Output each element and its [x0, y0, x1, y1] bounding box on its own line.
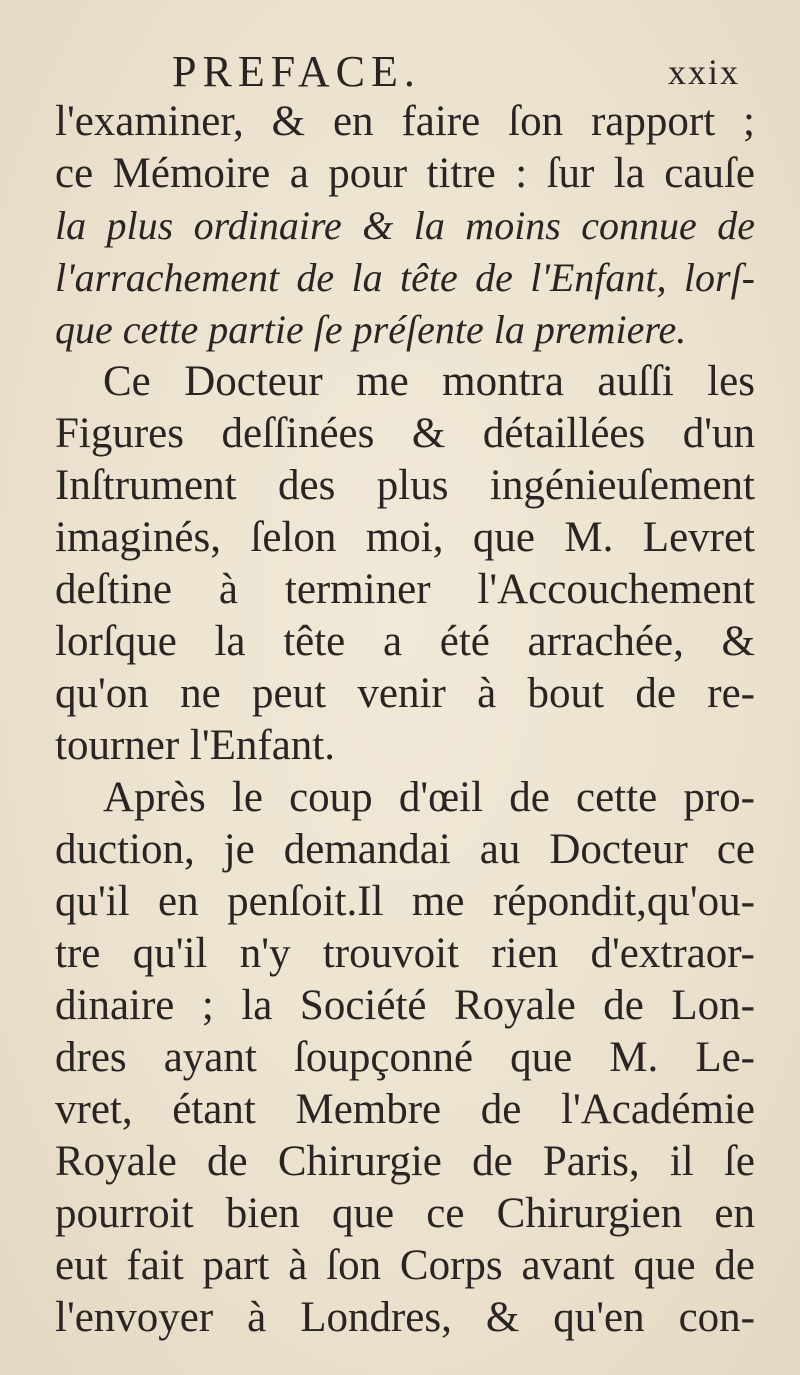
text-line: que cette partie ſe préſente la premiere.	[55, 307, 687, 352]
text-line: Inſtrument des plus ingénieuſement	[55, 462, 755, 509]
paragraph-start-line: Après le coup d'œil de cette pro-	[103, 774, 755, 821]
text-line: eut fait part à ſon Corps avant que de	[55, 1242, 755, 1289]
text-line: vret, étant Membre de l'Académie	[55, 1086, 755, 1133]
text-line: tourner l'Enfant.	[55, 722, 335, 769]
text-line: l'envoyer à Londres, & qu'en con-	[55, 1294, 755, 1341]
running-head-title: PREFACE.	[172, 47, 421, 96]
text-line: dinaire ; la Société Royale de Lon-	[55, 982, 755, 1029]
text-line: duction, je demandai au Docteur ce	[55, 826, 755, 873]
text-line: Figures deſſinées & détaillées d'un	[55, 410, 755, 457]
text-line: tre qu'il n'y trouvoit rien d'extraor-	[55, 930, 755, 977]
page-number: xxix	[668, 52, 741, 92]
text-line: la plus ordinaire & la moins connue de	[55, 203, 755, 248]
text-line: qu'on ne peut venir à bout de re-	[55, 670, 755, 717]
text-line: Royale de Chirurgie de Paris, il ſe	[55, 1138, 755, 1185]
running-head	[0, 42, 800, 102]
text-line: pourroit bien que ce Chirurgien en	[55, 1190, 755, 1237]
text-line: l'examiner, & en faire ſon rapport ;	[55, 98, 755, 145]
text-line: lorſque la tête a été arrachée, &	[55, 618, 755, 665]
text-line: ce Mémoire a pour titre : ſur la cauſe	[55, 150, 755, 197]
text-line: imaginés, ſelon moi, que M. Levret	[55, 514, 755, 561]
body-text	[55, 96, 755, 1344]
paragraph-start-line: Ce Docteur me montra auſſi les	[103, 358, 755, 405]
text-line: dres ayant ſoupçonné que M. Le-	[55, 1034, 755, 1081]
text-line: qu'il en penſoit.Il me répondit,qu'ou-	[55, 878, 755, 925]
text-line: deſtine à terminer l'Accouchement	[55, 566, 755, 613]
text-line: l'arrachement de la tête de l'Enfant, lorſ-	[55, 255, 755, 300]
